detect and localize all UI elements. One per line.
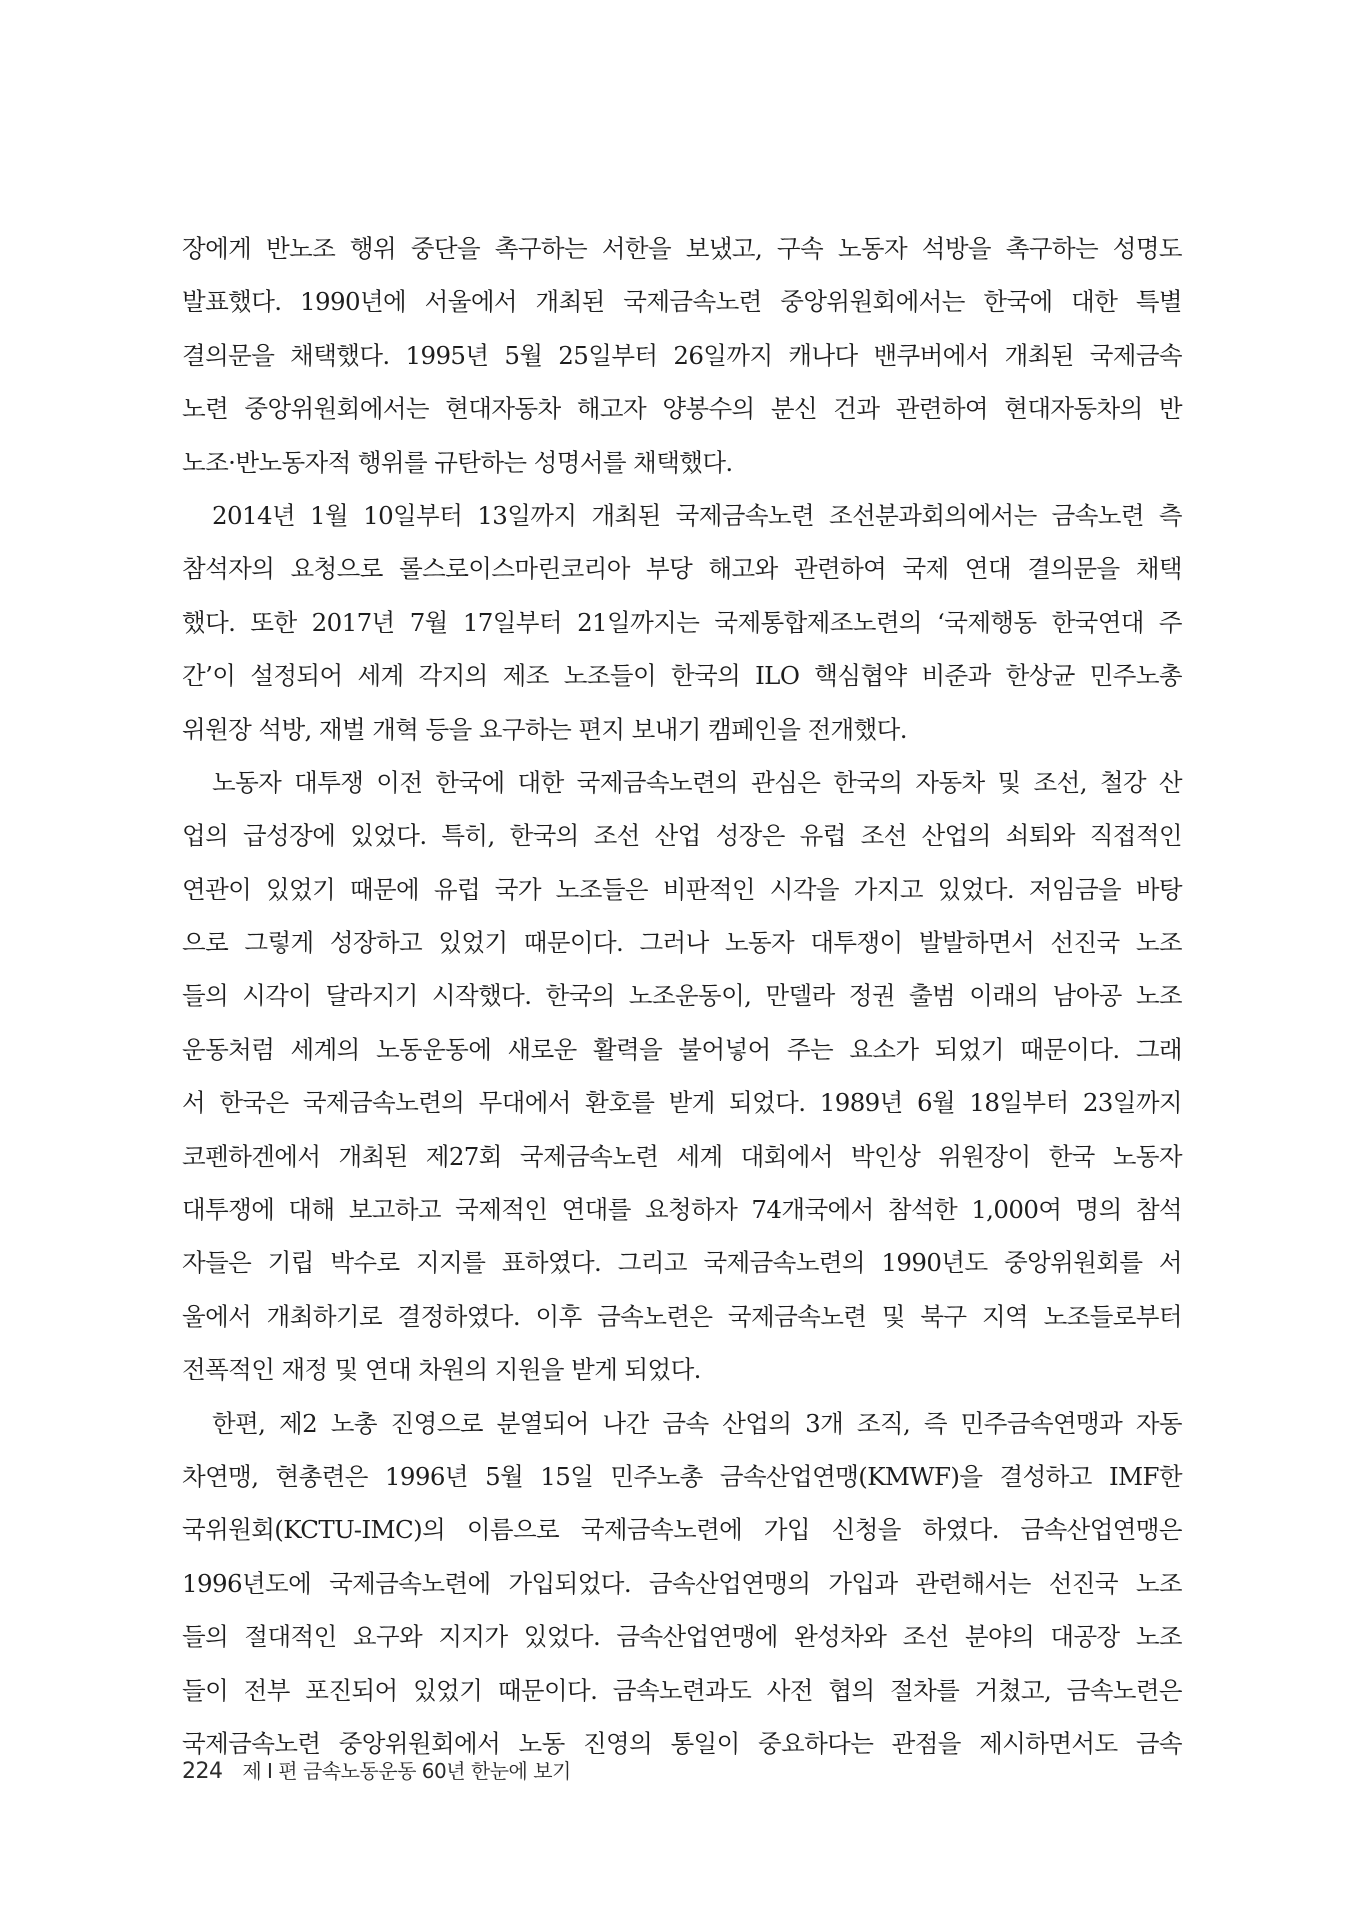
text-line: 1996년도에 국제금속노련에 가입되었다. 금속산업연맹의 가입과 관련해서는 선진국 노조	[182, 1568, 1182, 1598]
text-line: 자들은 기립 박수로 지지를 표하였다. 그리고 국제금속노련의 1990년도 중앙위원회를 서	[182, 1248, 1182, 1278]
text-line: 운동처럼 세계의 노동운동에 새로운 활력을 불어넣어 주는 요소가 되었기 때문이다. 그래	[182, 1034, 1182, 1064]
text-line: 한편, 제2 노총 진영으로 분열되어 나간 금속 산업의 3개 조직, 즉 민주금속연맹과 자동	[212, 1408, 1182, 1438]
text-line: 서 한국은 국제금속노련의 무대에서 환호를 받게 되었다. 1989년 6월 18일부터 23일까지	[182, 1088, 1182, 1118]
text-line: 노조·반노동자적 행위를 규탄하는 성명서를 채택했다.	[182, 447, 733, 477]
paragraph-4	[182, 1397, 1182, 1771]
text-line: 국제금속노련 중앙위원회에서 노동 진영의 통일이 중요하다는 관점을 제시하면서도 금속	[182, 1728, 1182, 1758]
text-line: 들의 시각이 달라지기 시작했다. 한국의 노조운동이, 만델라 정권 출범 이래의 남아공 노조	[182, 981, 1182, 1011]
text-line: 결의문을 채택했다. 1995년 5월 25일부터 26일까지 캐나다 밴쿠버에서 개최된 국제금속	[182, 340, 1182, 370]
body-text	[182, 222, 1182, 1770]
text-line: 업의 급성장에 있었다. 특히, 한국의 조선 산업 성장은 유럽 조선 산업의 쇠퇴와 직접적인	[182, 821, 1182, 851]
text-line: 발표했다. 1990년에 서울에서 개최된 국제금속노련 중앙위원회에서는 한국에 대한 특별	[182, 287, 1182, 317]
text-line: 코펜하겐에서 개최된 제27회 국제금속노련 세계 대회에서 박인상 위원장이 한국 노동자	[182, 1141, 1182, 1171]
text-line: 노련 중앙위원회에서는 현대자동차 해고자 양봉수의 분신 건과 관련하여 현대자동차의 반	[182, 394, 1182, 424]
text-line: 국위원회(KCTU-IMC)의 이름으로 국제금속노련에 가입 신청을 하였다. 금속산업연맹은	[182, 1515, 1182, 1545]
text-line: 장에게 반노조 행위 중단을 촉구하는 서한을 보냈고, 구속 노동자 석방을 촉구하는 성명도	[182, 234, 1182, 263]
text-line: 2014년 1월 10일부터 13일까지 개최된 국제금속노련 조선분과회의에서는 금속노련 측	[212, 500, 1182, 530]
text-line: 참석자의 요청으로 롤스로이스마린코리아 부당 해고와 관련하여 국제 연대 결의문을 채택	[182, 554, 1182, 584]
text-line: 차연맹, 현총련은 1996년 5월 15일 민주노총 금속산업연맹(KMWF)을 결성하고 IMF한	[182, 1461, 1182, 1491]
text-line: 울에서 개최하기로 결정하였다. 이후 금속노련은 국제금속노련 및 북구 지역 노조들로부터	[182, 1301, 1182, 1331]
text-line: 대투쟁에 대해 보고하고 국제적인 연대를 요청하자 74개국에서 참석한 1,000여 명의 참석	[182, 1195, 1182, 1225]
text-line: 했다. 또한 2017년 7월 17일부터 21일까지는 국제통합제조노련의 ‘국제행동 한국연대 주	[182, 607, 1182, 637]
running-title: 제 I 편 금속노동운동 60년 한눈에 보기	[242, 1759, 571, 1783]
text-line: 들의 절대적인 요구와 지지가 있었다. 금속산업연맹에 완성차와 조선 분야의 대공장 노조	[182, 1622, 1182, 1652]
text-line: 으로 그렇게 성장하고 있었기 때문이다. 그러나 노동자 대투쟁이 발발하면서 선진국 노조	[182, 928, 1182, 958]
text-line: 노동자 대투쟁 이전 한국에 대한 국제금속노련의 관심은 한국의 자동차 및 조선, 철강 산	[212, 767, 1182, 797]
page-footer	[182, 1755, 571, 1784]
text-line: 연관이 있었기 때문에 유럽 국가 노조들은 비판적인 시각을 가지고 있었다. 저임금을 바탕	[182, 874, 1182, 904]
paragraph-1	[182, 222, 1182, 489]
page-number: 224	[182, 1759, 223, 1784]
paragraph-2	[182, 489, 1182, 756]
text-line: 간’이 설정되어 세계 각지의 제조 노조들이 한국의 ILO 핵심협약 비준과 한상균 민주노총	[182, 661, 1182, 691]
paragraph-3	[182, 756, 1182, 1397]
text-line: 전폭적인 재정 및 연대 차원의 지원을 받게 되었다.	[182, 1355, 701, 1385]
text-line: 위원장 석방, 재벌 개혁 등을 요구하는 편지 보내기 캠페인을 전개했다.	[182, 714, 907, 744]
text-line: 들이 전부 포진되어 있었기 때문이다. 금속노련과도 사전 협의 절차를 거쳤고, 금속노련은	[182, 1675, 1182, 1705]
